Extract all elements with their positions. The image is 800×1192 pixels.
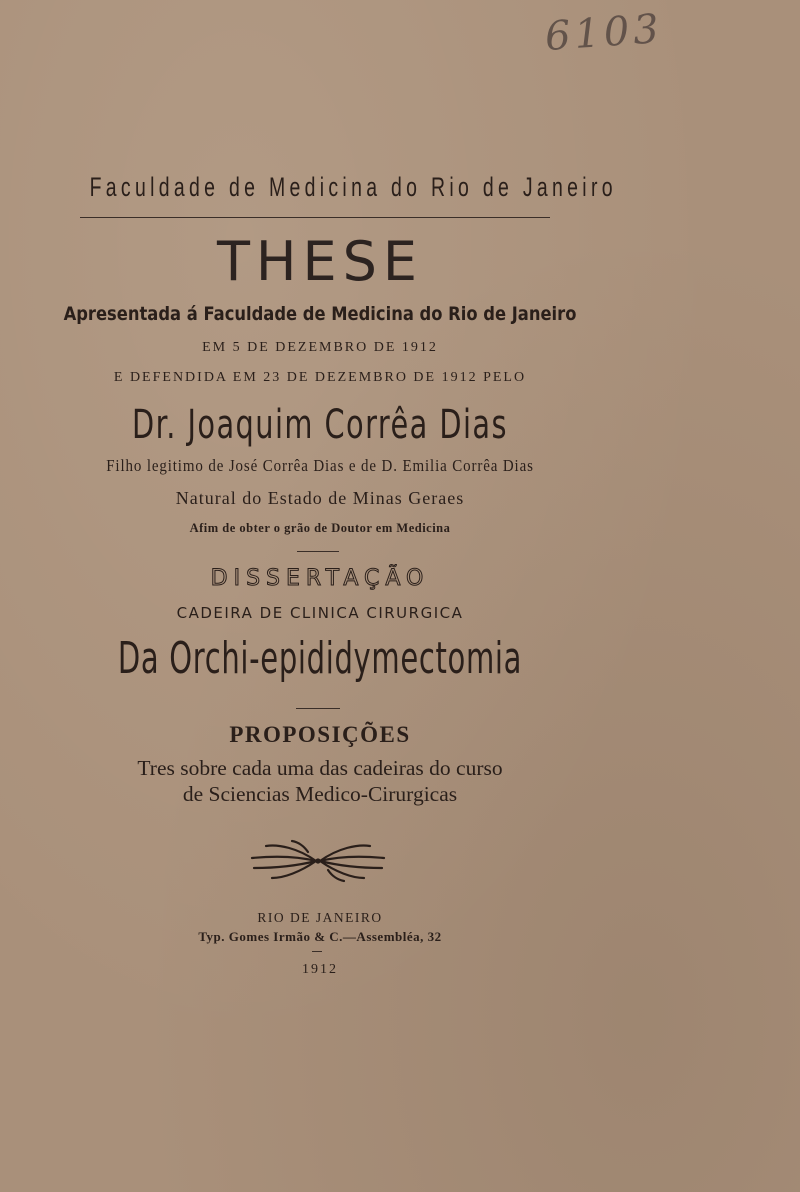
imprint-rule — [312, 951, 322, 952]
thesis-title: Da Orchi-epididymectomia — [117, 633, 523, 684]
section-rule — [296, 708, 340, 709]
author-parentage: Filho legitimo de José Corrêa Dias e de D. Emilia Corrêa Dias — [106, 456, 534, 475]
header-rule — [80, 217, 550, 218]
imprint-printer: Typ. Gomes Irmão & C.—Assembléa, 32 — [198, 929, 442, 944]
defended-date: E DEFENDIDA EM 23 DE DEZEMBRO DE 1912 PELO — [113, 370, 527, 385]
degree-purpose: Afim de obter o grão de Doutor em Medicina — [189, 521, 451, 535]
ornament-icon — [248, 838, 388, 884]
author-name: Dr. Joaquim Corrêa Dias — [132, 402, 508, 448]
document-heading: THESE — [216, 230, 424, 293]
chair-name: CADEIRA DE CLINICA CIRURGICA — [176, 604, 464, 622]
dissertation-label: DISSERTAÇÃO — [210, 566, 430, 591]
imprint-year: 1912 — [302, 962, 338, 977]
propositions-label: PROPOSIÇÕES — [229, 722, 411, 747]
faculty-name: Faculdade de Medicina do Rio de Janeiro — [89, 172, 617, 202]
propositions-line-1: Tres sobre cada uma das cadeiras do curso — [137, 756, 503, 780]
author-origin: Natural do Estado de Minas Geraes — [175, 488, 465, 508]
section-rule — [297, 551, 339, 552]
presented-date: EM 5 DE DEZEMBRO DE 1912 — [202, 340, 438, 355]
propositions-line-2: de Sciencias Medico-Cirurgicas — [182, 782, 458, 806]
presented-line: Apresentada á Faculdade de Medicina do Rio de Janeiro — [63, 303, 577, 325]
imprint-place: RIO DE JANEIRO — [257, 910, 383, 925]
handwritten-catalog-number: 6103 — [543, 5, 665, 61]
